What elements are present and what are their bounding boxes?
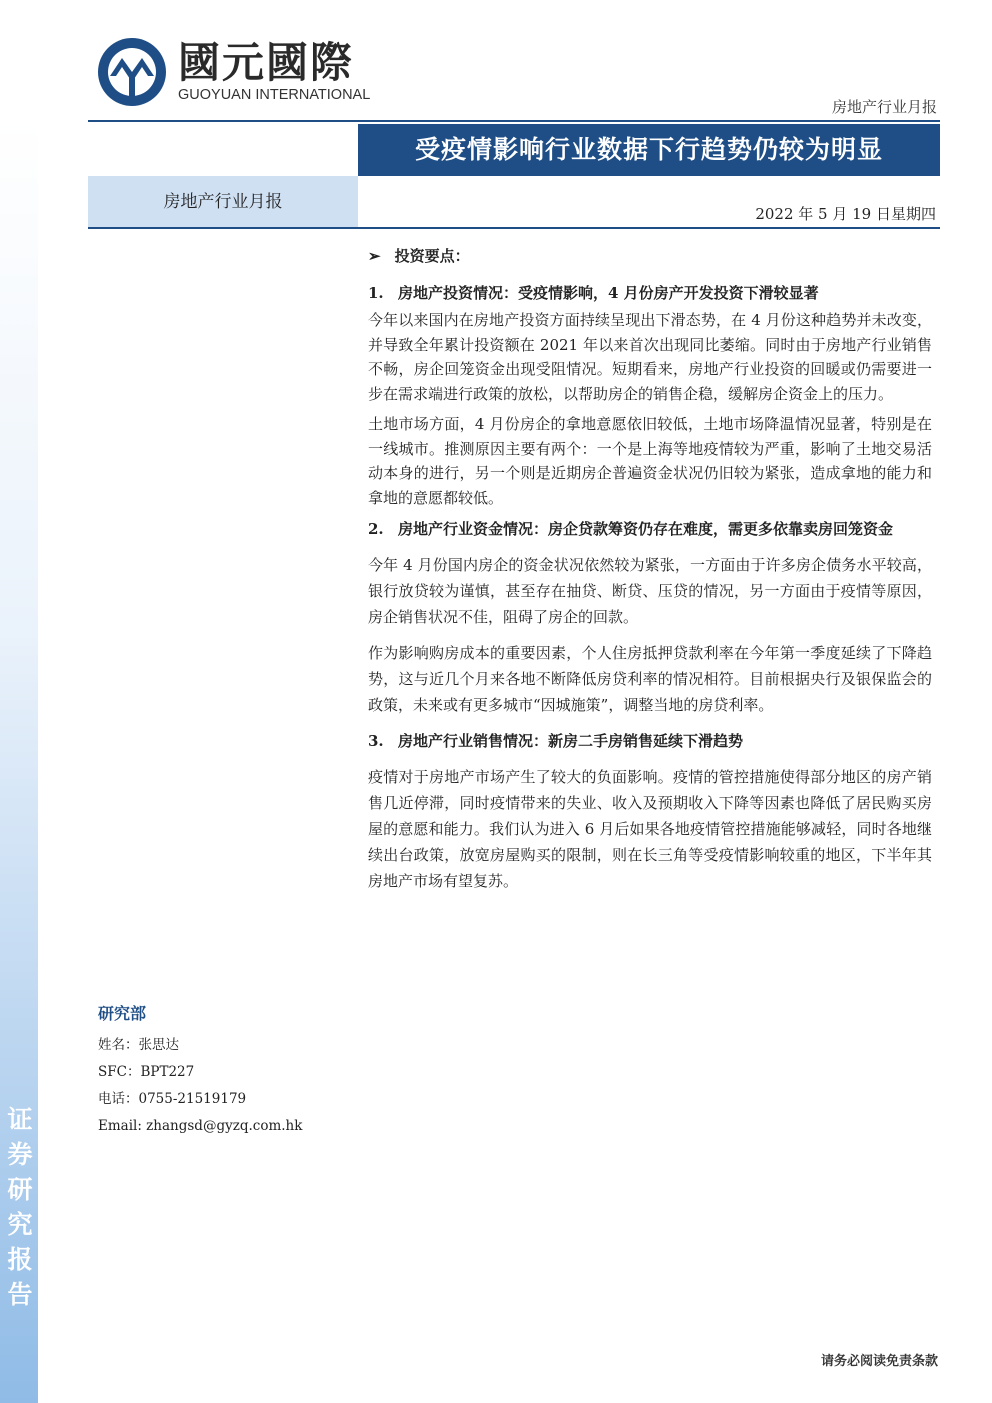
report-title: 受疫情影响行业数据下行趋势仍较为明显	[358, 124, 940, 176]
report-date: 2022 年 5 月 19 日星期四	[755, 205, 936, 223]
section-heading	[368, 728, 932, 754]
guoyuan-logo-icon	[96, 36, 168, 108]
paragraph: 今年 4 月份国内房企的资金状况依然较为紧张，一方面由于许多房企债务水平较高，银行放贷较为谨慎，甚至存在抽贷、断贷、压贷的情况，另一方面由于疫情等原因，房企销售状况不佳，阻碍了房企的回款。	[368, 556, 932, 626]
analyst-phone: 电话：0755-21519179	[98, 1091, 247, 1107]
research-dept: 研究部	[98, 1004, 147, 1023]
analyst-email[interactable]: Email: zhangsd@gyzq.com.hk	[98, 1118, 303, 1134]
side-label	[4, 1102, 36, 1312]
key-points-label: 投资要点：	[394, 247, 470, 265]
category-box: 房地产行业月报	[88, 176, 358, 228]
side-label-char: 券	[7, 1140, 33, 1169]
side-label-char: 报	[7, 1245, 33, 1274]
paragraph: 土地市场方面，4 月份房企的拿地意愿依旧较低，土地市场降温情况显著，特别是在一线城市。推测原因主要有两个：一个是上海等地疫情较为严重，影响了土地交易活动本身的进行，另一个则是近期房企普遍资金状况仍旧较为紧张，造成拿地的能力和拿地的意愿都较低。	[368, 415, 932, 507]
paragraph: 疫情对于房地产市场产生了较大的负面影响。疫情的管控措施使得部分地区的房产销售几近停滞，同时疫情带来的失业、收入及预期收入下降等因素也降低了居民购买房屋的意愿和能力。我们认为进入 6 月后如果各地疫情管控措施能够减轻，同时各地继续出台政策，放宽房屋购买的限制，则在长三角等受疫情影响较重的地区，下半年其房地产市场有望复苏。	[368, 768, 932, 890]
date-divider	[88, 227, 940, 229]
analyst-sfc: SFC：BPT227	[98, 1064, 195, 1080]
logo-english: GUOYUAN INTERNATIONAL	[178, 87, 371, 103]
spacer	[368, 756, 932, 764]
spacer	[368, 544, 932, 552]
side-label-char: 研	[7, 1175, 33, 1204]
paragraph: 作为影响购房成本的重要因素，个人住房抵押贷款利率在今年第一季度延续了下降趋势，这与近几个月来各地不断降低房贷利率的情况相符。目前根据央行及银保监会的政策，未来或有更多城市“因城施策”，调整当地的房贷利率。	[368, 644, 932, 714]
section-heading	[368, 516, 932, 542]
section-heading	[368, 280, 932, 306]
section-number: 1.	[368, 284, 384, 302]
arrow-bullet-icon: ➢	[368, 247, 381, 265]
side-label-char: 究	[7, 1210, 33, 1239]
key-points-heading	[368, 244, 932, 268]
section-number: 3.	[368, 732, 384, 750]
paragraph: 今年以来国内在房地产投资方面持续呈现出下滑态势，在 4 月份这种趋势并未改变，并导致全年累计投资额在 2021 年以来首次出现同比萎缩。同时由于房地产行业销售不畅，房企回笼资金出现受阻情况。短期看来，房地产行业投资的回暖或仍需要进一步在需求端进行政策的放松，以帮助房企的销售企稳，缓解房企资金上的压力。	[368, 311, 932, 403]
header-divider	[88, 120, 940, 122]
header-category: 房地产行业月报	[831, 98, 937, 116]
side-label-char: 告	[7, 1280, 33, 1309]
section-title: 房地产投资情况：受疫情影响，4 月份房产开发投资下滑较显著	[398, 284, 819, 302]
disclaimer-note: 请务必阅读免责条款	[820, 1354, 938, 1369]
section-title: 房地产行业销售情况：新房二手房销售延续下滑趋势	[398, 732, 744, 750]
logo-chinese: 國元國際	[178, 38, 355, 87]
main-content	[368, 244, 932, 904]
research-contact	[98, 1002, 348, 1140]
section-title: 房地产行业资金情况：房企贷款筹资仍存在难度，需更多依靠卖房回笼资金	[398, 520, 894, 538]
section-number: 2.	[368, 520, 384, 538]
analyst-name: 姓名：张思达	[98, 1037, 179, 1053]
side-label-char: 证	[7, 1105, 33, 1134]
